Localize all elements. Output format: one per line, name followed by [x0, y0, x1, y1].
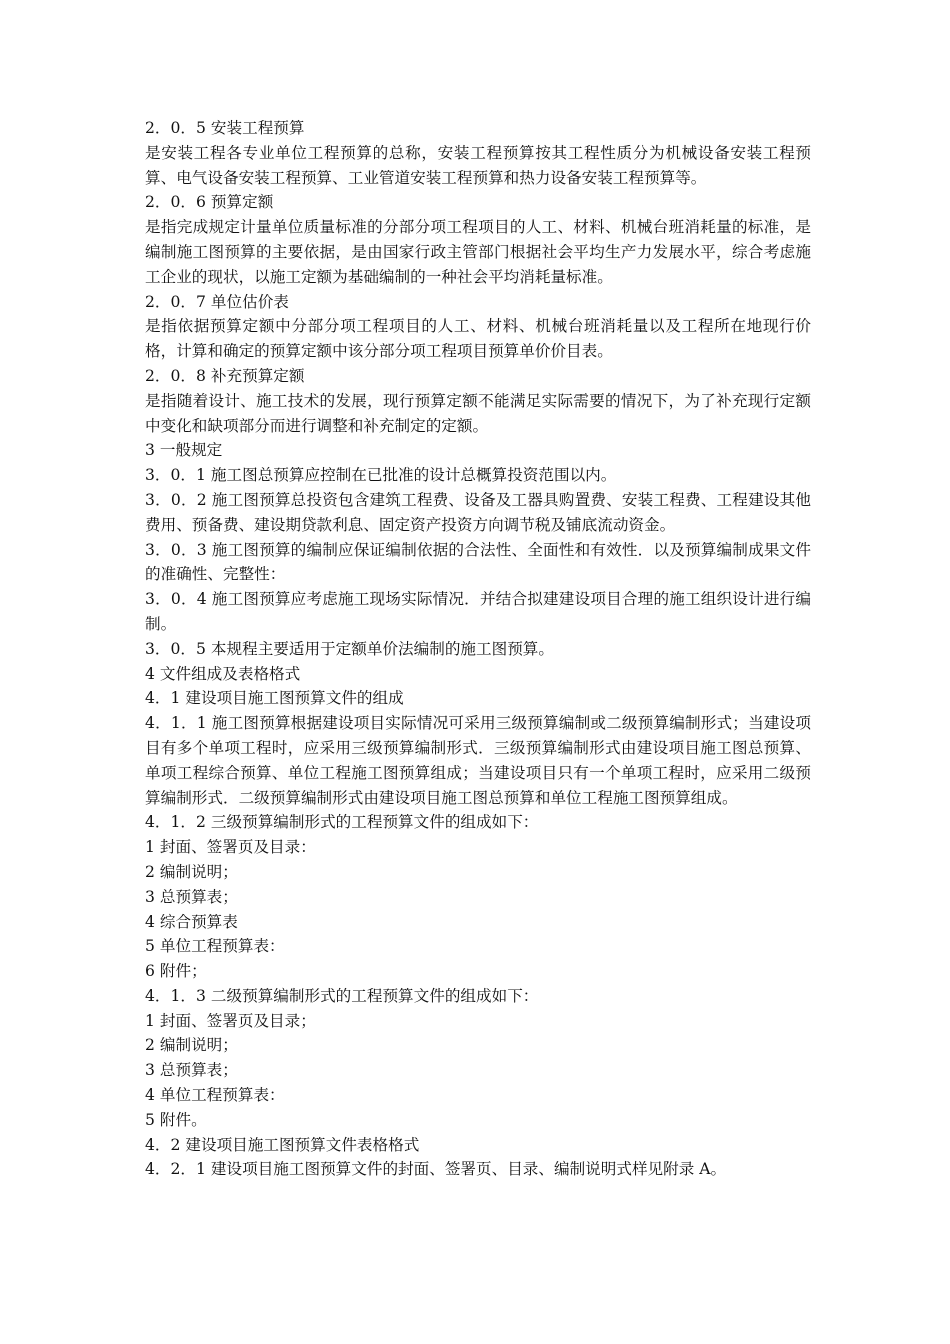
- list-item: 2 编制说明；: [145, 862, 238, 881]
- heading-2-0-6: 2．0．6 预算定额: [145, 193, 274, 212]
- list-item: 1 封面、签署页及目录：: [145, 838, 316, 857]
- clause-4-2-1: 4．2．1 建设项目施工图预算文件的封面、签署页、目录、编制说明式样见附录 A。: [145, 1160, 727, 1179]
- section-heading-4: 4 文件组成及表格格式: [145, 664, 301, 683]
- list-item: 1 封面、签署页及目录；: [145, 1011, 316, 1030]
- subsection-heading-4-2: 4．2 建设项目施工图预算文件表格格式: [145, 1135, 420, 1154]
- list-item: 4 综合预算表: [145, 912, 238, 931]
- clause-3-0-1: 3．0．1 施工图总预算应控制在已批准的设计总概算投资范围以内。: [145, 466, 617, 485]
- list-item: 3 总预算表；: [145, 1061, 238, 1080]
- clause-3-0-4: 3．0．4 施工图预算应考虑施工现场实际情况．并结合拟建建设项目合理的施工组织设计进行编制。: [145, 590, 811, 633]
- section-heading-3: 3 一般规定: [145, 441, 223, 460]
- paragraph: 是指完成规定计量单位质量标准的分部分项工程项目的人工、材料、机械台班消耗量的标准，是编制施工图预算的主要依据，是由国家行政主管部门根据社会平均生产力发展水平，综合考虑施工企业的现状，以施工定额为基础编制的一种社会平均消耗量标准。: [145, 218, 811, 286]
- clause-4-1-1: 4．1．1 施工图预算根据建设项目实际情况可采用三级预算编制或二级预算编制形式；当建设项目有多个单项工程时，应采用三级预算编制形式．三级预算编制形式由建设项目施工图总预算、单项工程综合预算、单位工程施工图预算组成；当建设项目只有一个单项工程时，应采用二级预算编制形式．二级预算编制形式由建设项目施工图总预算和单位工程施工图预算组成。: [145, 714, 811, 807]
- list-item: 2 编制说明；: [145, 1036, 238, 1055]
- list-item: 5 单位工程预算表：: [145, 937, 285, 956]
- clause-3-0-2: 3．0．2 施工图预算总投资包含建筑工程费、设备及工器具购置费、安装工程费、工程建设其他费用、预备费、建设期贷款利息、固定资产投资方向调节税及铺底流动资金。: [145, 490, 811, 534]
- list-item: 3 总预算表；: [145, 887, 238, 906]
- list-item: 5 附件。: [145, 1110, 207, 1129]
- clause-3-0-5: 3．0．5 本规程主要适用于定额单价法编制的施工图预算。: [145, 639, 554, 658]
- clause-3-0-3: 3．0．3 施工图预算的编制应保证编制依据的合法性、全面性和有效性．以及预算编制成果文件的准确性、完整性：: [145, 540, 811, 584]
- paragraph: 是指随着设计、施工技术的发展，现行预算定额不能满足实际需要的情况下，为了补充现行定额中变化和缺项部分而进行调整和补充制定的定额。: [145, 391, 811, 435]
- subsection-heading-4-1: 4．1 建设项目施工图预算文件的组成: [145, 689, 404, 708]
- list-item: 4 单位工程预算表：: [145, 1086, 285, 1105]
- clause-4-1-3: 4．1．3 二级预算编制形式的工程预算文件的组成如下：: [145, 986, 539, 1005]
- clause-4-1-2: 4．1．2 三级预算编制形式的工程预算文件的组成如下：: [145, 813, 539, 832]
- paragraph: 是安装工程各专业单位工程预算的总称，安装工程预算按其工程性质分为机械设备安装工程预算、电气设备安装工程预算、工业管道安装工程预算和热力设备安装工程预算等。: [145, 143, 811, 187]
- heading-2-0-7: 2．0．7 单位估价表: [145, 292, 289, 311]
- heading-2-0-5: 2．0．5 安装工程预算: [145, 119, 305, 137]
- document-body: [145, 116, 811, 1182]
- list-item: 6 附件；: [145, 962, 207, 981]
- paragraph: 是指依据预算定额中分部分项工程项目的人工、材料、机械台班消耗量以及工程所在地现行价格，计算和确定的预算定额中该分部分项工程项目预算单价价目表。: [145, 317, 811, 361]
- heading-2-0-8: 2．0．8 补充预算定额: [145, 366, 305, 385]
